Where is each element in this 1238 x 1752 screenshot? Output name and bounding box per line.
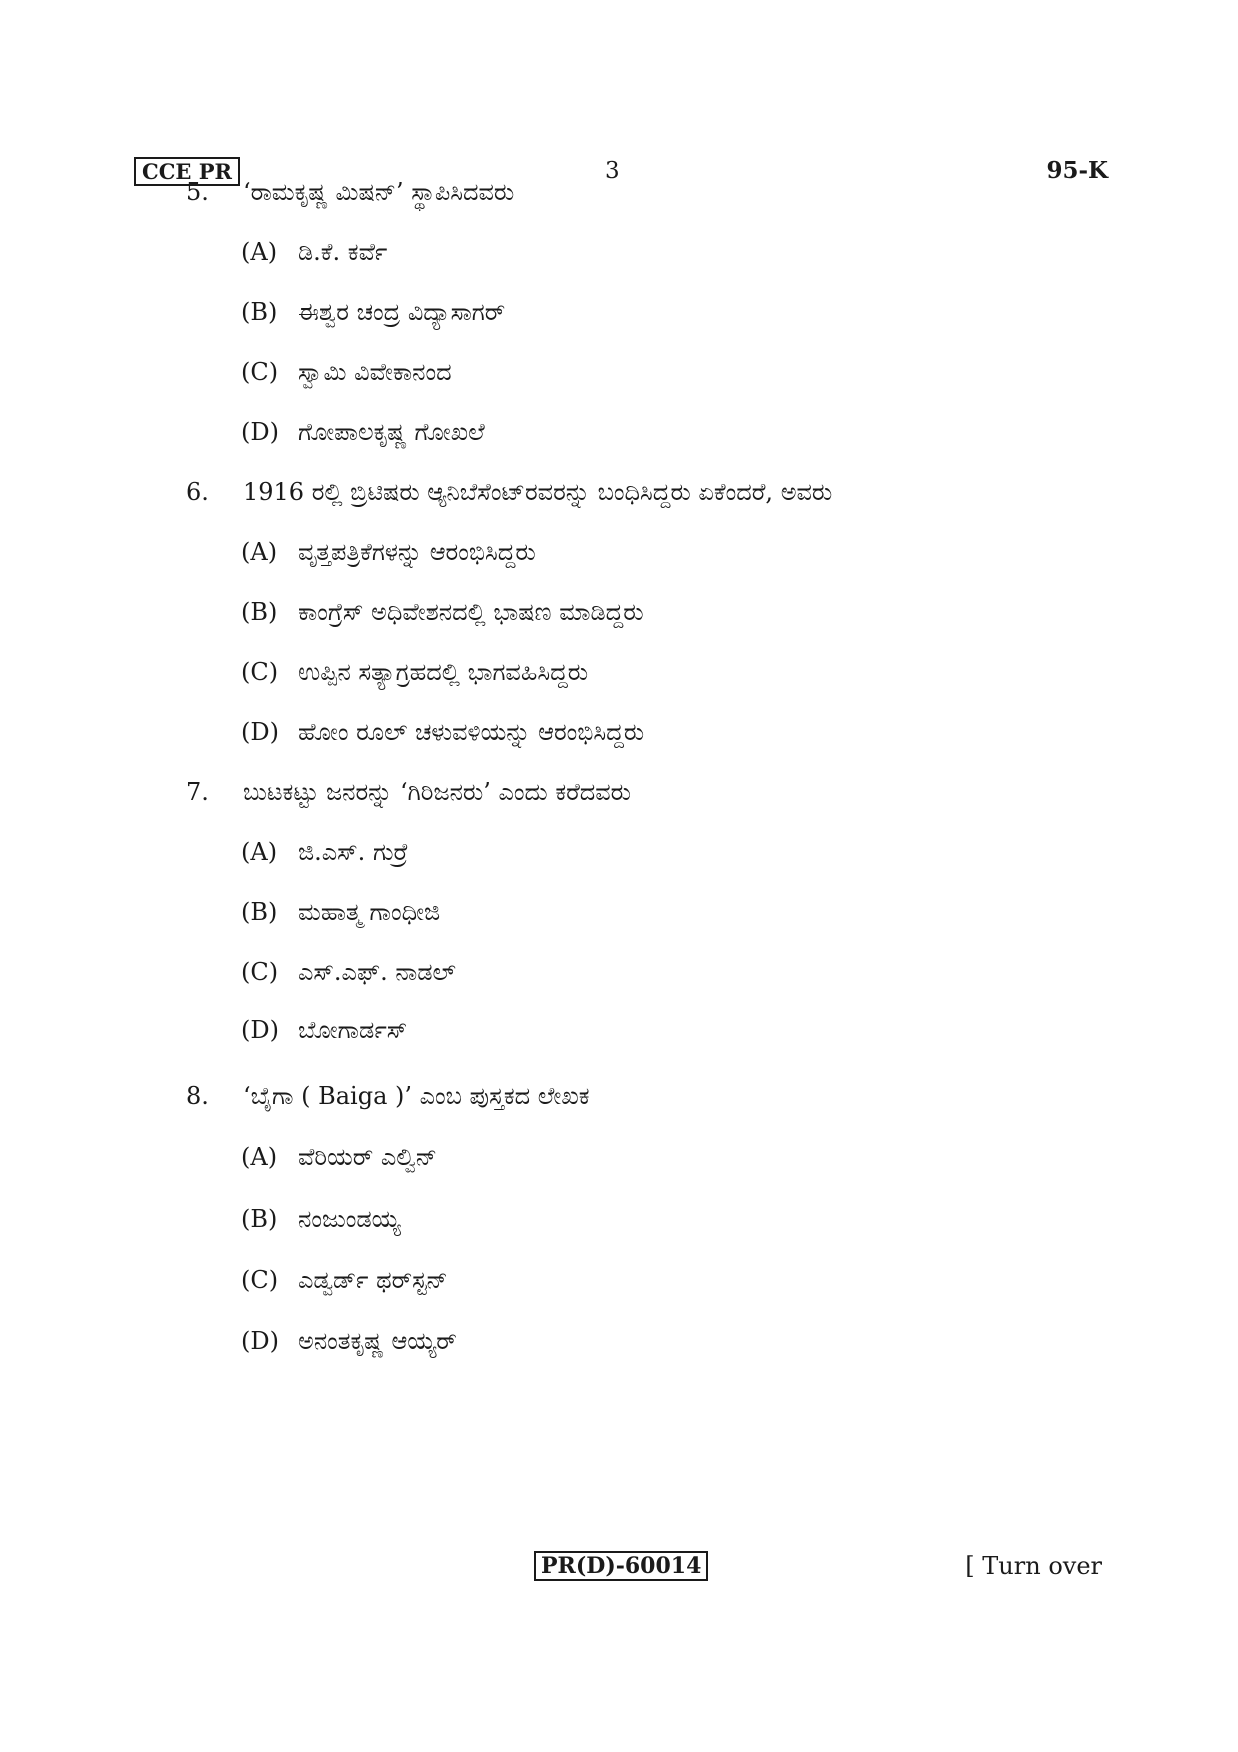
option-text: ಎಡ್ವರ್ಡ್ ಥರ್‌ಸ್ಟನ್ <box>298 1266 448 1294</box>
question-7 <box>186 777 631 807</box>
question-number: 7. <box>186 778 209 806</box>
question-number: 8. <box>186 1082 209 1110</box>
option-5b <box>241 297 505 327</box>
option-text: ಡಿ.ಕೆ. ಕರ್ವೆ <box>298 238 388 266</box>
footer-code-box: PR(D)-60014 <box>534 1551 708 1581</box>
option-text: ಮಹಾತ್ಮ ಗಾಂಧೀಜಿ <box>298 898 441 926</box>
option-label: (D) <box>241 1327 279 1355</box>
option-label: (A) <box>241 538 278 566</box>
turn-over-note: [ Turn over <box>965 1552 1102 1580</box>
page-number: 3 <box>605 158 620 184</box>
option-8d <box>241 1326 457 1356</box>
option-text: ಬೋಗಾರ್ಡಸ್ <box>298 1016 408 1044</box>
option-label: (B) <box>241 898 278 926</box>
question-text: ‘ರಾಮಕೃಷ್ಣ ಮಿಷನ್’ ಸ್ಥಾಪಿಸಿದವರು <box>243 178 515 206</box>
question-5 <box>186 177 514 207</box>
option-text: ಅನಂತಕೃಷ್ಣ ಆಯ್ಯರ್ <box>298 1327 457 1355</box>
question-number: 5. <box>186 178 209 206</box>
option-label: (C) <box>241 1266 279 1294</box>
question-8 <box>186 1081 590 1111</box>
option-label: (C) <box>241 358 279 386</box>
option-8b <box>241 1204 401 1234</box>
option-6b <box>241 597 644 627</box>
option-text: ವೆರಿಯರ್ ಎಲ್ವಿನ್ <box>298 1143 437 1171</box>
option-7a <box>241 837 408 867</box>
option-label: (B) <box>241 1205 278 1233</box>
option-6d <box>241 717 644 747</box>
option-label: (B) <box>241 598 278 626</box>
option-7b <box>241 897 440 927</box>
option-text: ಸ್ವಾಮಿ ವಿವೇಕಾನಂದ <box>298 358 452 386</box>
option-label: (B) <box>241 298 278 326</box>
option-text: ಕಾಂಗ್ರೆಸ್ ಅಧಿವೇಶನದಲ್ಲಿ ಭಾಷಣ ಮಾಡಿದ್ದರು <box>298 598 644 626</box>
option-label: (C) <box>241 658 279 686</box>
header-code-box: CCE PR <box>134 157 240 186</box>
option-8a <box>241 1142 437 1172</box>
question-text: 1916 ರಲ್ಲಿ ಬ್ರಿಟಿಷರು ಆ್ಯನಿಬೆಸೆಂಟ್‌ರವರನ್ನು ಬಂಧಿಸಿದ್ದರು ಏಕೆಂದರೆ, ಅವರು <box>243 478 833 506</box>
option-label: (D) <box>241 1016 279 1044</box>
paper-id: 95-K <box>1046 157 1108 184</box>
option-6c <box>241 657 588 687</box>
option-text: ಜಿ.ಎಸ್. ಗುರ್ರೆ <box>298 838 409 866</box>
question-6 <box>186 477 832 507</box>
option-text: ಈಶ್ವರ ಚಂದ್ರ ವಿದ್ಯಾಸಾಗರ್ <box>298 298 506 326</box>
question-text: ‘ಬೈಗಾ ( Baiga )’ ಎಂಬ ಪುಸ್ತಕದ ಲೇಖಕ <box>243 1082 590 1110</box>
option-text: ಎಸ್.ಎಫ್. ನಾಡಲ್ <box>298 958 456 986</box>
option-5a <box>241 237 387 267</box>
option-6a <box>241 537 536 567</box>
option-text: ಹೋಂ ರೂಲ್ ಚಳುವಳಿಯನ್ನು ಆರಂಭಿಸಿದ್ದರು <box>298 718 645 746</box>
option-7d <box>241 1015 407 1045</box>
option-label: (D) <box>241 718 279 746</box>
question-text: ಬುಟಕಟ್ಟು ಜನರನ್ನು ‘ಗಿರಿಜನರು’ ಎಂದು ಕರೆದವರು <box>243 778 632 806</box>
option-text: ಉಪ್ಪಿನ ಸತ್ಯಾಗ್ರಹದಲ್ಲಿ ಭಾಗವಹಿಸಿದ್ದರು <box>298 658 589 686</box>
question-number: 6. <box>186 478 209 506</box>
option-7c <box>241 957 456 987</box>
option-text: ಗೋಪಾಲಕೃಷ್ಣ ಗೋಖಲೆ <box>298 418 485 446</box>
option-label: (A) <box>241 838 278 866</box>
option-text: ನಂಜುಂಡಯ್ಯ <box>298 1205 401 1233</box>
option-5d <box>241 417 485 447</box>
option-text: ವೃತ್ತಪತ್ರಿಕೆಗಳನ್ನು ಆರಂಭಿಸಿದ್ದರು <box>298 538 536 566</box>
option-label: (C) <box>241 958 279 986</box>
option-label: (D) <box>241 418 279 446</box>
option-label: (A) <box>241 1143 278 1171</box>
option-5c <box>241 357 452 387</box>
option-label: (A) <box>241 238 278 266</box>
option-8c <box>241 1265 448 1295</box>
